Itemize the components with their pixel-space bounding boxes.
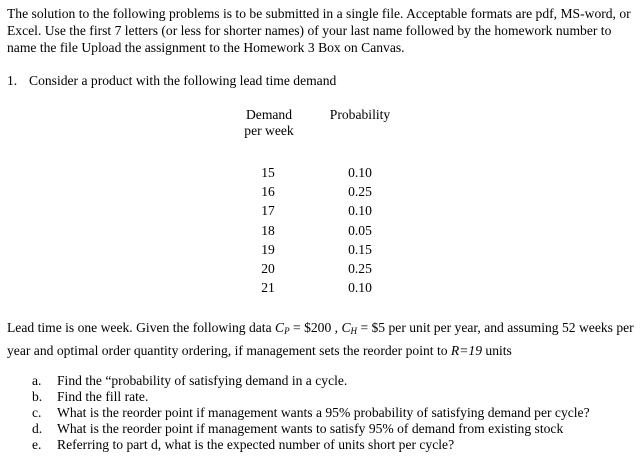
sub-question-d (32, 421, 590, 437)
question-1 (7, 72, 336, 89)
demand-cell: 15 (261, 165, 275, 180)
sub-question-text: Referring to part d, what is the expected number of units short per cycle? (57, 437, 455, 452)
probability-cell: 0.10 (348, 203, 372, 219)
demand-column (248, 163, 288, 297)
reorder-point-equation: R=19 (450, 343, 482, 358)
question-number: 1. (7, 73, 18, 88)
sub-question-letter: b. (32, 389, 43, 404)
sub-question-letter: a. (32, 373, 42, 388)
demand-cell: 16 (261, 184, 275, 200)
demand-header-line-1: Demand (245, 107, 293, 122)
sub-question-a (32, 373, 590, 389)
probability-column (335, 163, 385, 297)
demand-cell: 21 (261, 280, 275, 296)
sub-question-text: What is the reorder point if management wants to satisfy 95% of demand from existing stock (57, 421, 564, 436)
sub-question-e (32, 437, 590, 453)
probability-cell: 0.10 (348, 280, 372, 296)
probability-cell: 0.25 (348, 184, 372, 200)
sub-question-letter: c. (32, 405, 42, 420)
demand-cell: 18 (261, 222, 275, 238)
intro-paragraph: The solution to the following problems is to be submitted in a single file. Acceptable formats are pdf, MS-word, or Excel. Use the first 7 letters (or less for shorter names) of your last name followed by the homework number to name the file Upload the assignment to the Homework 3 Box on Canvas. (7, 6, 631, 55)
lead-text-1: Lead time is one week. Given the following data (7, 320, 276, 335)
sub-question-text: What is the reorder point if management wants a 95% probability of satisfying demand per cycle? (57, 405, 590, 420)
demand-header-line-2: per week (244, 123, 294, 138)
sub-question-letter: e. (32, 437, 42, 452)
sub-question-text: Find the fill rate. (57, 389, 149, 404)
cp-variable: C (275, 320, 285, 335)
ch-variable: C (341, 320, 351, 335)
sub-questions-list (32, 373, 590, 453)
demand-cell: 20 (261, 261, 275, 277)
lead-text-2: = $200 , (289, 320, 342, 335)
sub-question-text: Find the “probability of satisfying demand in a cycle. (57, 373, 348, 388)
sub-question-letter: d. (32, 421, 43, 436)
ch-subscript: H (350, 326, 358, 336)
demand-cell: 19 (261, 241, 275, 257)
demand-header (238, 107, 300, 139)
lead-text-3: = $5 per unit per year, and assuming 52 weeks per year and optimal order quantity ordering, if management sets the reorder point to (7, 320, 634, 358)
demand-cell: 17 (261, 203, 275, 219)
probability-header: Probability (329, 107, 391, 122)
sub-question-b (32, 389, 590, 405)
probability-cell: 0.10 (348, 165, 372, 180)
lead-time-paragraph (7, 318, 639, 360)
lead-text-4: units (482, 343, 512, 358)
cp-subscript: P (284, 326, 290, 336)
question-text: Consider a product with the following lead time demand (29, 73, 337, 88)
probability-cell: 0.05 (348, 222, 372, 238)
probability-cell: 0.25 (348, 261, 372, 277)
sub-question-c (32, 405, 590, 421)
probability-cell: 0.15 (348, 241, 372, 257)
